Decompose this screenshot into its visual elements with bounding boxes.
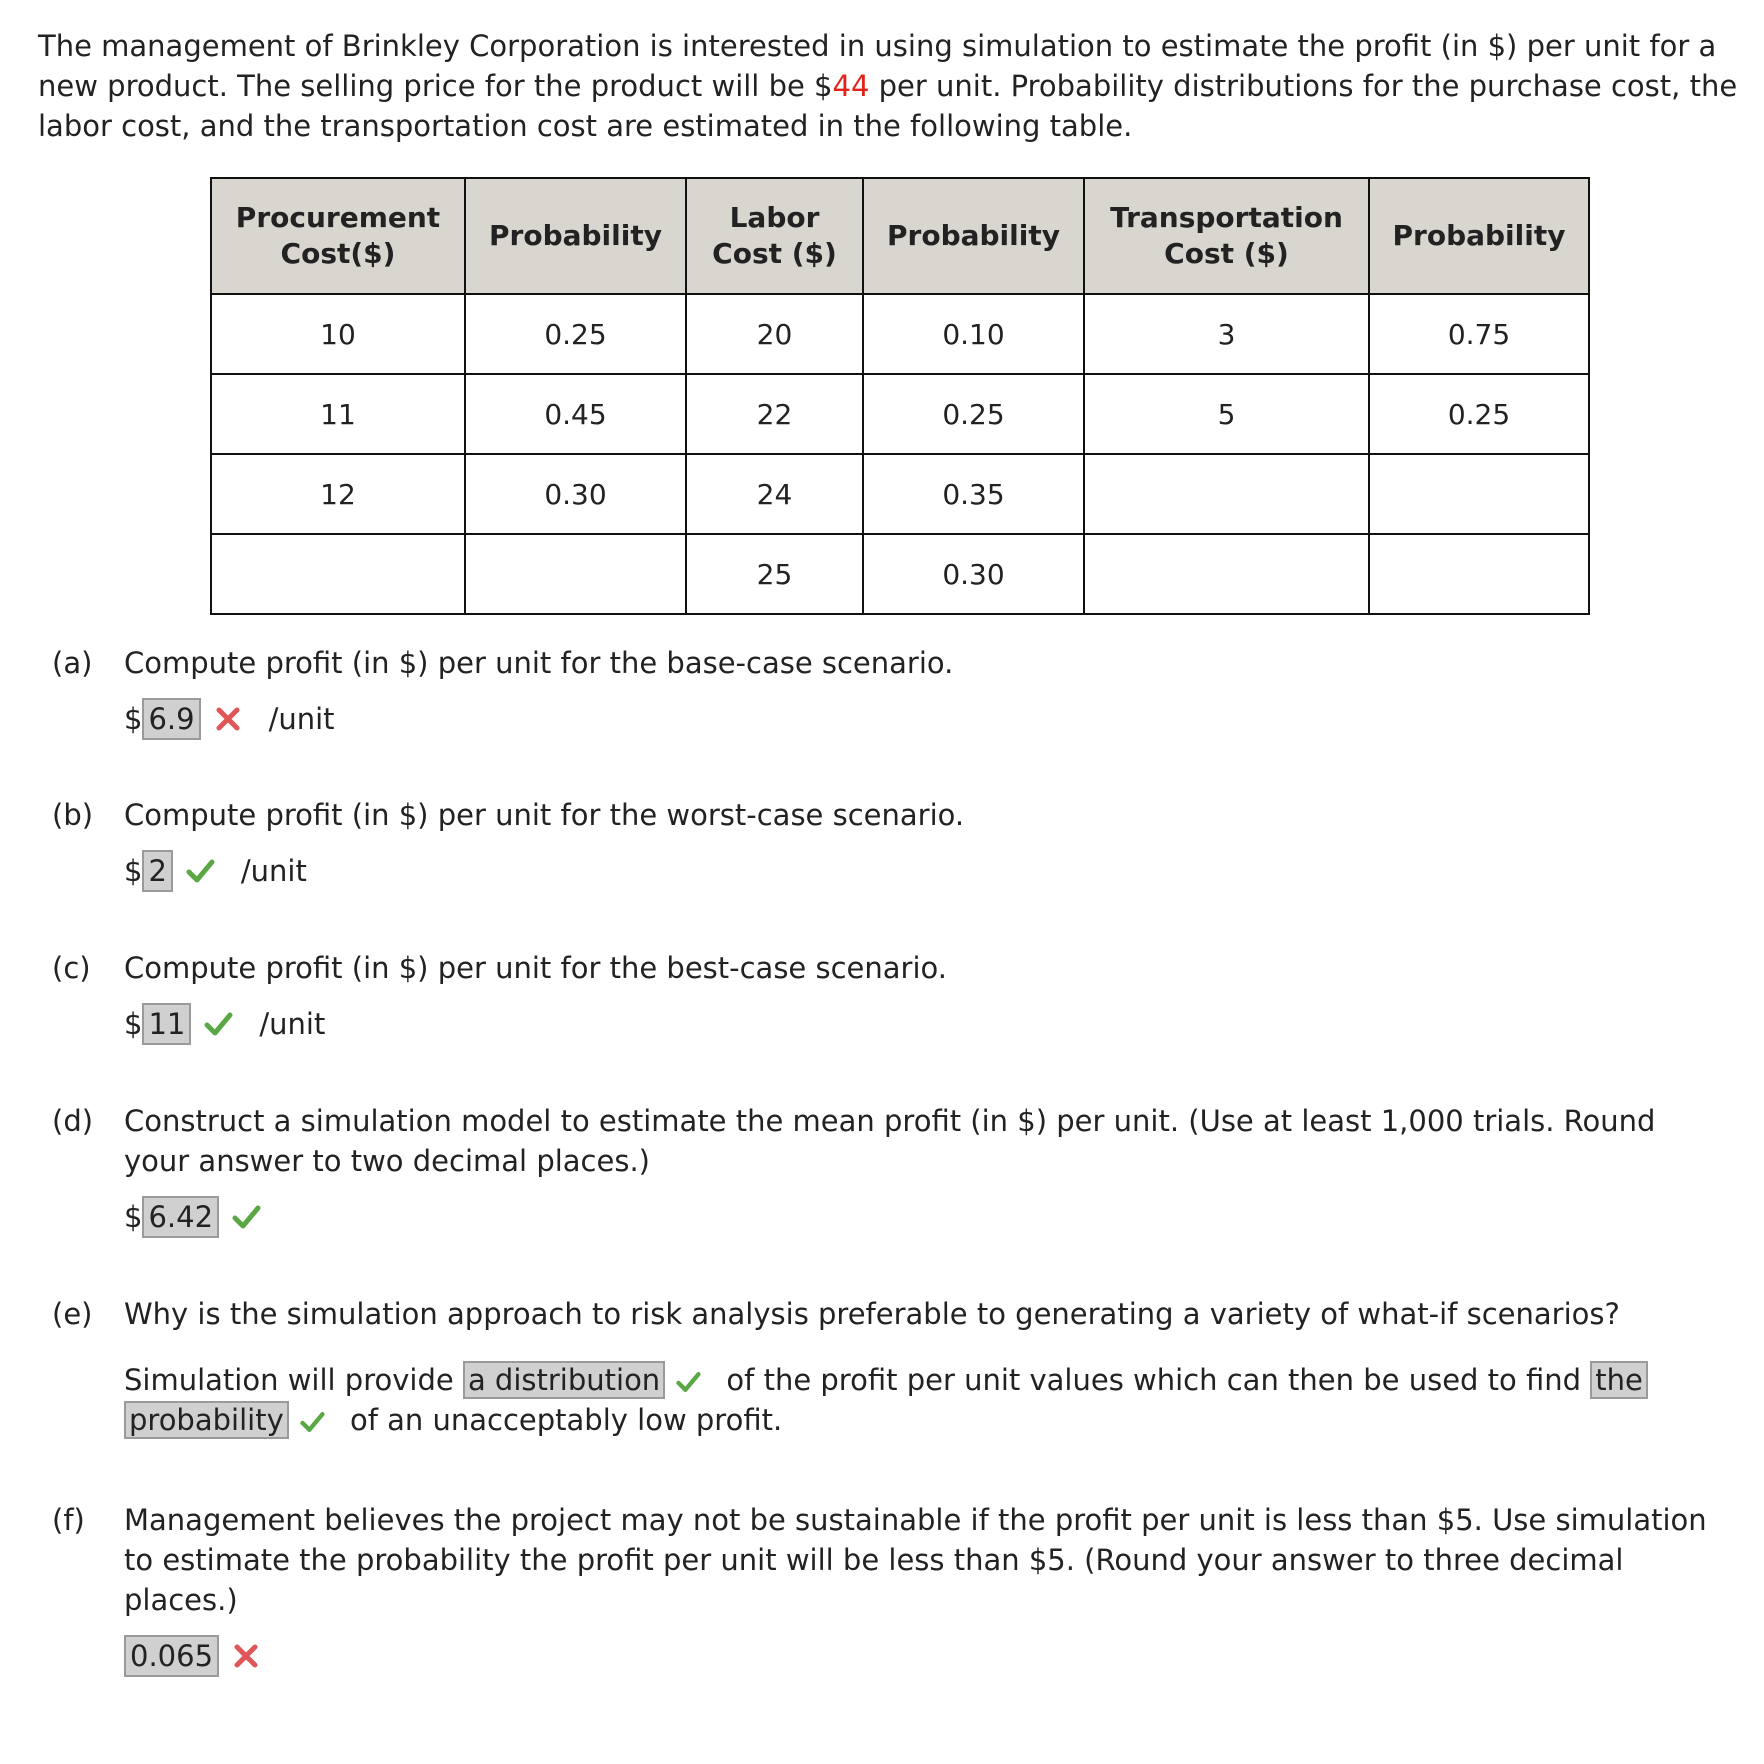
table-cell: 22 [686, 374, 863, 454]
answer-field[interactable]: 0.065 [124, 1635, 219, 1677]
part-letter: (d) [52, 1104, 94, 1138]
header-procurement-cost: Procurement Cost($) [211, 178, 465, 294]
check-icon [185, 856, 215, 886]
cross-icon [213, 704, 243, 734]
question-text: Why is the simulation approach to risk analysis preferable to generating a variety of what-if scenarios? [124, 1297, 1620, 1331]
unit-label: /unit [240, 854, 307, 888]
header-labor-cost: Labor Cost ($) [686, 178, 863, 294]
header-probability: Probability [1369, 178, 1589, 294]
table-cell: 5 [1084, 374, 1369, 454]
table-cell: 0.25 [465, 294, 686, 374]
cross-icon [231, 1641, 261, 1671]
answer-field[interactable]: 11 [142, 1003, 191, 1045]
check-icon [673, 1369, 703, 1395]
currency-prefix: $ [124, 1007, 143, 1041]
question-text: Compute profit (in $) per unit for the base-case scenario. [124, 646, 954, 680]
answer-field[interactable]: 6.42 [142, 1196, 219, 1238]
cost-distribution-table [210, 177, 1590, 615]
header-probability: Probability [465, 178, 686, 294]
problem-intro: The management of Brinkley Corporation is interested in using simulation to estimate the profit (in $) per unit for a new product. The selling price for the product will be $44 per unit. Probability distributions for the purchase cost, the labor cost, and the transportation cost are estimated in the following table. [38, 29, 1738, 143]
table-cell: 20 [686, 294, 863, 374]
table-cell: 0.35 [863, 454, 1084, 534]
part-letter: (b) [52, 798, 94, 832]
table-row [211, 374, 1589, 454]
table-cell: 0.75 [1369, 294, 1589, 374]
part-letter: (e) [52, 1297, 93, 1331]
header-transportation-cost: Transportation Cost ($) [1084, 178, 1369, 294]
table-cell: 0.10 [863, 294, 1084, 374]
unit-label: /unit [259, 1007, 326, 1041]
table-cell [1369, 534, 1589, 614]
table-cell: 3 [1084, 294, 1369, 374]
currency-prefix: $ [124, 702, 143, 736]
table-row [211, 454, 1589, 534]
check-icon [297, 1409, 327, 1435]
check-icon [231, 1202, 261, 1232]
table-row [211, 534, 1589, 614]
table-cell: 0.30 [465, 454, 686, 534]
table-cell: 25 [686, 534, 863, 614]
probability-select[interactable]: probability [124, 1401, 289, 1439]
question-text: Construct a simulation model to estimate the mean profit (in $) per unit. (Use at least 1,000 trials. Round your answer to two decimal places.) [124, 1104, 1656, 1178]
table-cell: 0.30 [863, 534, 1084, 614]
table-cell: 11 [211, 374, 465, 454]
question-text: Management believes the project may not be sustainable if the profit per unit is less than $5. Use simulation to estimate the probability the profit per unit will be less than $5. (Round your answer to three decimal places.) [124, 1503, 1707, 1617]
header-probability: Probability [863, 178, 1084, 294]
table-cell [465, 534, 686, 614]
table-cell [1084, 534, 1369, 614]
table-cell: 0.45 [465, 374, 686, 454]
part-letter: (a) [52, 646, 93, 680]
table-cell: 12 [211, 454, 465, 534]
answer-sentence: Simulation will provide a distribution of the profit per unit values which can then be used to find the probability of an unacceptably low profit. [124, 1360, 1704, 1440]
unit-label: /unit [268, 702, 335, 736]
part-letter: (f) [52, 1503, 85, 1537]
table-cell: 24 [686, 454, 863, 534]
distribution-select[interactable]: a distribution [463, 1361, 665, 1399]
probability-select[interactable]: the [1590, 1361, 1648, 1399]
table-cell [211, 534, 465, 614]
table-cell [1369, 454, 1589, 534]
table-header-row [211, 178, 1589, 294]
part-letter: (c) [52, 951, 91, 985]
table-cell: 0.25 [1369, 374, 1589, 454]
table-cell: 0.25 [863, 374, 1084, 454]
question-text: Compute profit (in $) per unit for the worst-case scenario. [124, 798, 965, 832]
selling-price: 44 [832, 69, 870, 103]
table-row [211, 294, 1589, 374]
table-cell [1084, 454, 1369, 534]
check-icon [203, 1009, 233, 1039]
question-text: Compute profit (in $) per unit for the best-case scenario. [124, 951, 947, 985]
answer-field[interactable]: 6.9 [142, 698, 200, 740]
answer-field[interactable]: 2 [142, 850, 172, 892]
table-cell: 10 [211, 294, 465, 374]
currency-prefix: $ [124, 1200, 143, 1234]
currency-prefix: $ [124, 854, 143, 888]
